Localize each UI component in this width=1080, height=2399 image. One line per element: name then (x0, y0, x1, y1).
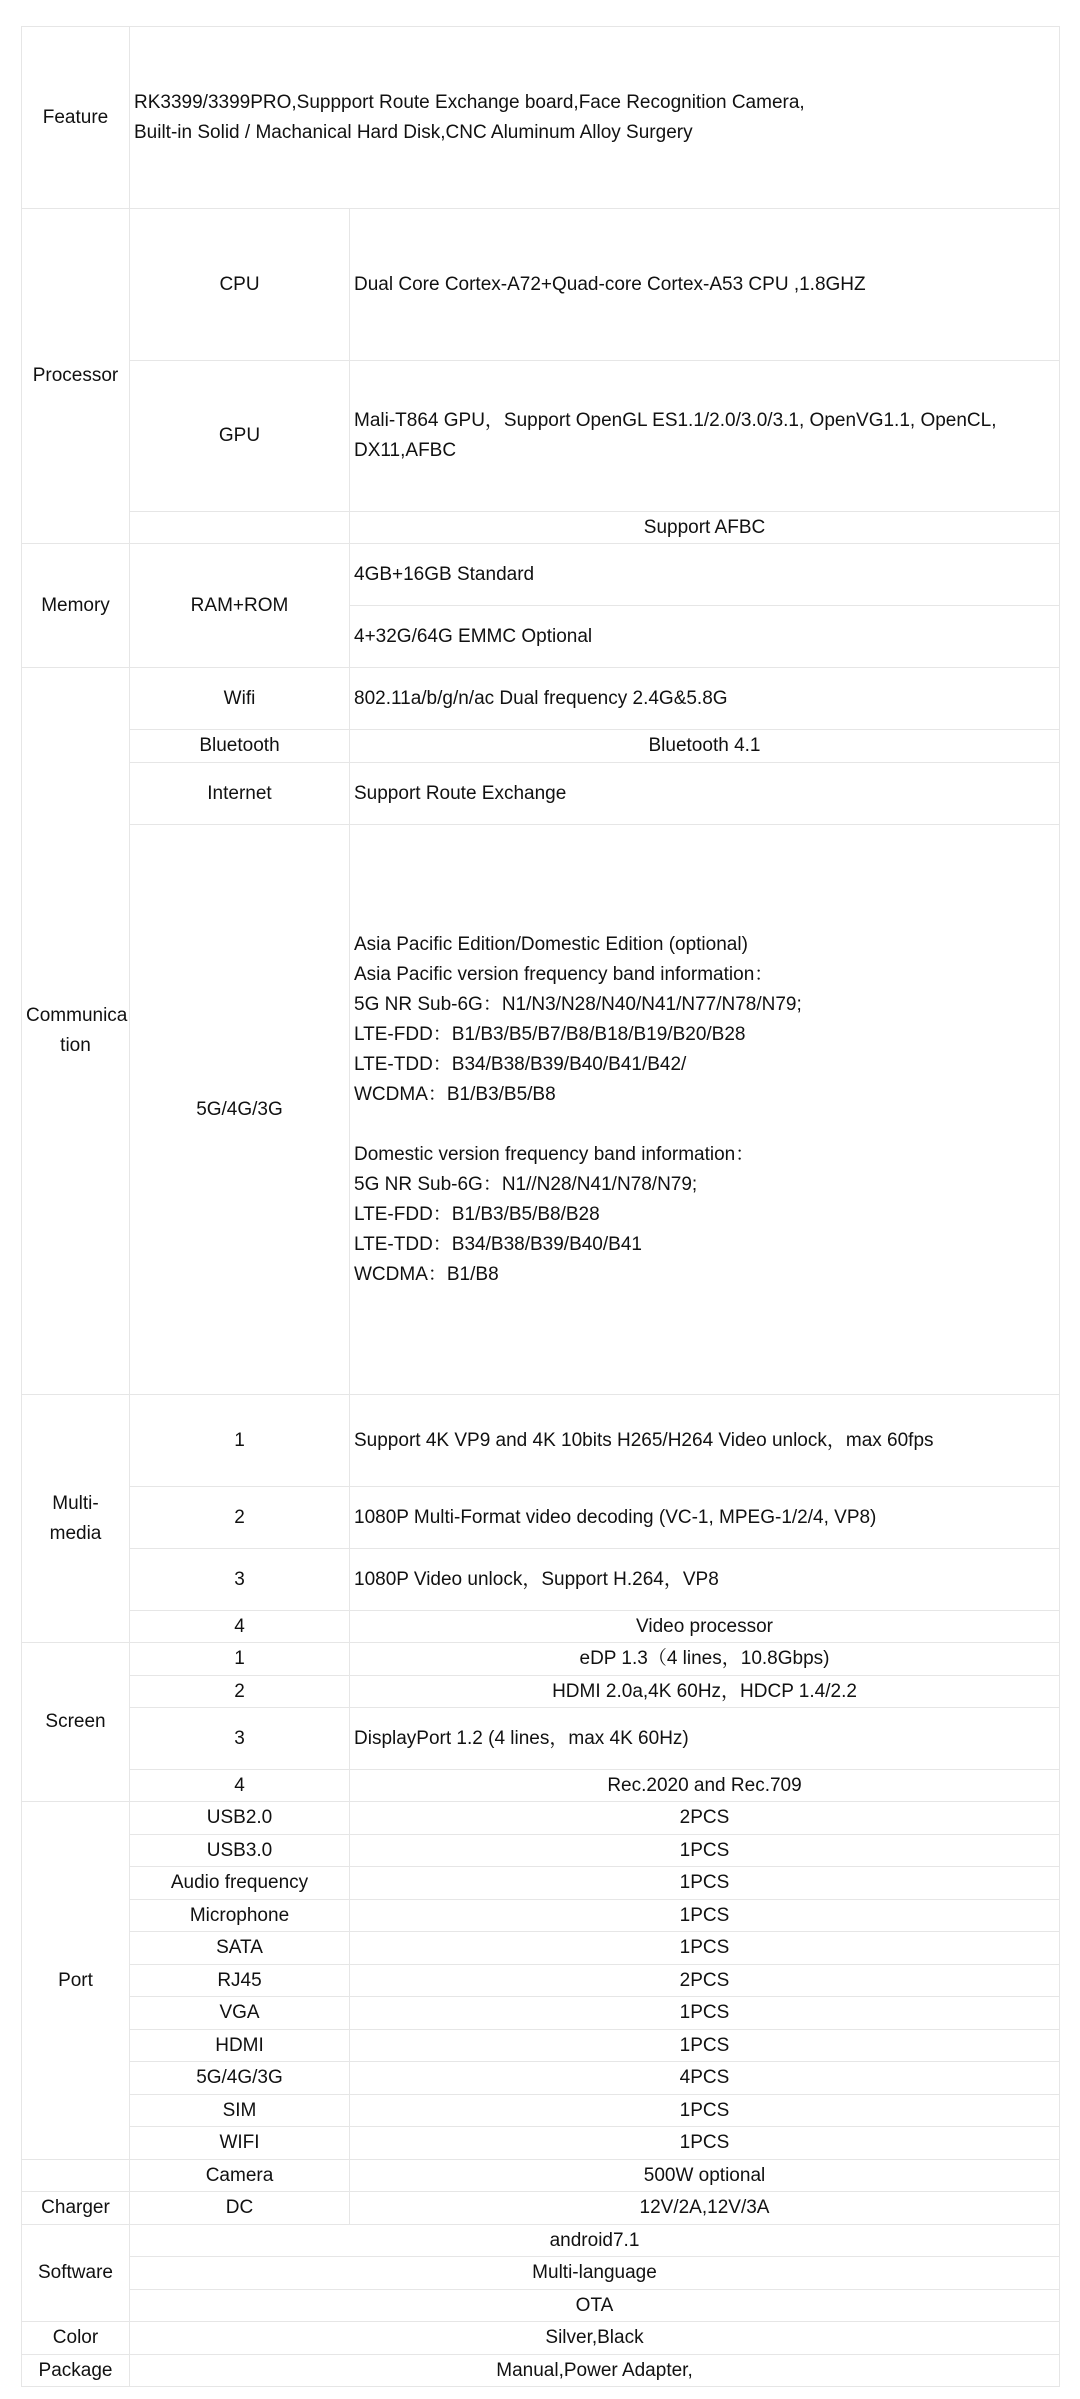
cell-text: RAM+ROM (190, 594, 289, 616)
table-row (22, 1676, 1060, 1708)
cell-line: Multi-language (532, 2262, 657, 2283)
value-cell (350, 1708, 1060, 1770)
value-cell (130, 2290, 1060, 2322)
cell-line: 5G NR Sub-6G：N1/N3/N28/N40/N41/N77/N78/N79; (354, 993, 802, 1015)
value-cell (350, 1643, 1060, 1676)
cell-text: Camera (205, 2164, 274, 2186)
cell-text: Charger (41, 2197, 110, 2218)
cell-text: Internet (207, 782, 272, 804)
cell-line: 1080P Multi-Format video decoding (VC-1, MPEG-1/2/4, VP8) (354, 1506, 877, 1528)
cell-line: 1PCS (679, 1904, 730, 1926)
value-cell (350, 763, 1060, 825)
value-cell (350, 1932, 1060, 1965)
cell-line: 4+32G/64G EMMC Optional (354, 625, 593, 647)
item-cell (130, 2160, 350, 2192)
item-cell (130, 1676, 350, 1708)
cell-text: Screen (45, 1711, 106, 1732)
value-cell (130, 2355, 1060, 2387)
item-cell (130, 1487, 350, 1549)
cell-line: Asia Pacific Edition/Domestic Edition (optional) (354, 933, 748, 955)
item-cell (130, 1900, 350, 1932)
item-cell (130, 512, 350, 544)
cell-text: 3 (234, 1568, 245, 1590)
cell-line: 1PCS (679, 2099, 730, 2121)
cell-line: Asia Pacific version frequency band information： (354, 963, 774, 985)
category-cell (22, 209, 130, 544)
cell-line: 5G NR Sub-6G：N1//N28/N41/N78/N79; (354, 1173, 698, 1195)
item-cell (130, 1867, 350, 1900)
cell-text: Feature (42, 106, 109, 128)
cell-line: tion (60, 1035, 91, 1056)
category-cell (22, 2225, 130, 2322)
cell-line: Video processor (636, 1615, 773, 1637)
cell-line: 1PCS (679, 1839, 730, 1861)
table-row (22, 544, 1060, 606)
cell-text: 3 (234, 1727, 245, 1749)
table-row (22, 1770, 1060, 1802)
cell-line: DX11,AFBC (354, 440, 457, 461)
table-row (22, 2192, 1060, 2225)
value-cell (350, 544, 1060, 606)
cell-line: 2PCS (679, 1807, 730, 1828)
value-cell (350, 668, 1060, 730)
value-cell (130, 2225, 1060, 2257)
cell-text: DC (225, 2197, 254, 2218)
table-row (22, 1835, 1060, 1867)
category-cell (22, 2192, 130, 2225)
table-row (22, 763, 1060, 825)
cell-line: android7.1 (549, 2229, 640, 2251)
cell-line: HDMI 2.0a,4K 60Hz，HDCP 1.4/2.2 (552, 1680, 857, 1702)
value-cell (350, 1835, 1060, 1867)
cell-line: Bluetooth 4.1 (648, 735, 761, 756)
item-cell (130, 1708, 350, 1770)
table-row (22, 1802, 1060, 1835)
value-cell (350, 2160, 1060, 2192)
value-cell (350, 1487, 1060, 1549)
cell-line: Mali-T864 GPU，Support OpenGL ES1.1/2.0/3.0/3.1, OpenVG1.1, OpenCL, (354, 410, 997, 431)
cell-line: 1080P Video unlock，Support H.264，VP8 (354, 1568, 719, 1590)
cell-line: 1PCS (679, 1937, 730, 1958)
item-cell (130, 2192, 350, 2225)
cell-line: 802.11a/b/g/n/ac Dual frequency 2.4G&5.8G (354, 687, 728, 709)
cell-line: LTE-TDD：B34/B38/B39/B40/B41 (354, 1233, 642, 1255)
cell-text: WIFI (219, 2132, 260, 2153)
item-cell (130, 2095, 350, 2127)
cell-line: Communica (26, 1005, 128, 1026)
table-row (22, 1549, 1060, 1611)
item-cell (130, 1965, 350, 1997)
cell-line (354, 1110, 1055, 1140)
cell-line: Domestic version frequency band information： (354, 1143, 755, 1165)
category-cell (22, 544, 130, 668)
value-cell (350, 2062, 1060, 2095)
cell-line: WCDMA：B1/B3/B5/B8 (354, 1083, 556, 1105)
cell-text: Memory (41, 594, 110, 616)
cell-line: 1PCS (679, 2002, 730, 2023)
cell-text: Software (38, 2262, 113, 2283)
cell-line: LTE-FDD：B1/B3/B5/B7/B8/B18/B19/B20/B28 (354, 1023, 746, 1045)
value-cell (350, 1965, 1060, 1997)
table-row (22, 1487, 1060, 1549)
table-row (22, 825, 1060, 1395)
table-row (22, 1932, 1060, 1965)
cell-line: 500W optional (643, 2164, 766, 2186)
cell-text: 1 (234, 1429, 245, 1451)
table-row (22, 2355, 1060, 2387)
value-cell (350, 1867, 1060, 1900)
table-row (22, 1965, 1060, 1997)
item-cell (130, 1611, 350, 1643)
table-row (22, 361, 1060, 512)
value-cell (350, 209, 1060, 361)
table-row (22, 1997, 1060, 2030)
item-cell (130, 1643, 350, 1676)
value-cell (350, 2192, 1060, 2225)
item-cell (130, 544, 350, 668)
cell-line: 4GB+16GB Standard (354, 563, 535, 585)
cell-line: Support 4K VP9 and 4K 10bits H265/H264 Video unlock，max 60fps (354, 1429, 934, 1451)
value-cell (350, 1549, 1060, 1611)
spec-table (21, 26, 1060, 2387)
value-cell (350, 606, 1060, 668)
value-cell (350, 1611, 1060, 1643)
category-cell (22, 1802, 130, 2160)
value-cell (350, 2095, 1060, 2127)
item-cell (130, 730, 350, 763)
cell-text: SATA (216, 1937, 263, 1958)
spec-table-body (22, 27, 1060, 2387)
category-cell (22, 2322, 130, 2355)
value-cell (350, 361, 1060, 512)
value-cell (350, 2127, 1060, 2160)
cell-text: USB2.0 (206, 1807, 273, 1828)
cell-text: USB3.0 (206, 1839, 273, 1861)
item-cell (130, 1932, 350, 1965)
table-row (22, 2160, 1060, 2192)
table-row (22, 668, 1060, 730)
cell-text: 1 (234, 1648, 245, 1669)
cell-line: Support Route Exchange (354, 782, 567, 804)
cell-text: Package (38, 2359, 113, 2381)
table-row (22, 2322, 1060, 2355)
cell-line: 12V/2A,12V/3A (639, 2197, 770, 2218)
value-cell (130, 27, 1060, 209)
item-cell (130, 361, 350, 512)
table-row (22, 2095, 1060, 2127)
category-cell (22, 668, 130, 1395)
cell-text: 4 (234, 1615, 245, 1637)
cell-line: RK3399/3399PRO,Suppport Route Exchange board,Face Recognition Camera, (134, 91, 805, 113)
cell-text: Audio frequency (170, 1872, 309, 1893)
value-cell (350, 730, 1060, 763)
item-cell (130, 1802, 350, 1835)
value-cell (350, 512, 1060, 544)
cell-text: SIM (222, 2099, 257, 2121)
item-cell (130, 1835, 350, 1867)
table-row (22, 1395, 1060, 1487)
cell-text: Color (52, 2327, 99, 2348)
item-cell (130, 1395, 350, 1487)
table-row (22, 2290, 1060, 2322)
cell-line: Multi- (52, 1492, 99, 1514)
item-cell (130, 1997, 350, 2030)
category-cell (22, 1643, 130, 1802)
item-cell (130, 2127, 350, 2160)
table-row (22, 2062, 1060, 2095)
cell-text: CPU (219, 273, 260, 295)
cell-line: media (49, 1522, 102, 1544)
table-row (22, 2257, 1060, 2290)
cell-text: Port (58, 1969, 93, 1991)
item-cell (130, 2062, 350, 2095)
cell-line: LTE-FDD：B1/B3/B5/B8/B28 (354, 1203, 600, 1225)
table-row (22, 1900, 1060, 1932)
cell-text: 2 (234, 1680, 245, 1702)
cell-text: 5G/4G/3G (196, 1098, 283, 1120)
cell-text: GPU (218, 425, 261, 446)
value-cell (350, 1997, 1060, 2030)
value-cell (350, 2030, 1060, 2062)
cell-line: Dual Core Cortex-A72+Quad-core Cortex-A53 CPU ,1.8GHZ (354, 273, 866, 295)
cell-line: DisplayPort 1.2 (4 lines，max 4K 60Hz) (354, 1727, 689, 1749)
table-row (22, 1867, 1060, 1900)
item-cell (22, 2160, 130, 2192)
value-cell (350, 1802, 1060, 1835)
item-cell (130, 2030, 350, 2062)
table-row (22, 209, 1060, 361)
table-row (22, 512, 1060, 544)
value-cell (350, 1770, 1060, 1802)
cell-line: Support AFBC (643, 516, 766, 538)
value-cell (350, 1676, 1060, 1708)
table-row (22, 1708, 1060, 1770)
cell-line: Rec.2020 and Rec.709 (607, 1774, 802, 1796)
cell-text: 5G/4G/3G (196, 2067, 283, 2088)
table-row (22, 2127, 1060, 2160)
cell-line: 1PCS (679, 1872, 730, 1893)
value-cell (350, 1395, 1060, 1487)
item-cell (130, 668, 350, 730)
cell-line: LTE-TDD：B34/B38/B39/B40/B41/B42/ (354, 1053, 687, 1075)
item-cell (130, 1770, 350, 1802)
cell-line: Manual,Power Adapter, (496, 2359, 693, 2381)
cell-line: 2PCS (679, 1969, 730, 1991)
category-cell (22, 27, 130, 209)
cell-text: 2 (234, 1506, 245, 1528)
value-cell (130, 2322, 1060, 2355)
category-cell (22, 1395, 130, 1643)
item-cell (130, 209, 350, 361)
item-cell (130, 1549, 350, 1611)
cell-line: Built-in Solid / Machanical Hard Disk,CNC Aluminum Alloy Surgery (134, 121, 693, 143)
cell-text: VGA (219, 2002, 260, 2023)
cell-line: eDP 1.3（4 lines，10.8Gbps) (579, 1648, 830, 1669)
cell-line: WCDMA：B1/B8 (354, 1263, 499, 1285)
table-row (22, 2225, 1060, 2257)
value-cell (130, 2257, 1060, 2290)
cell-text: Microphone (189, 1904, 290, 1926)
cell-line: 1PCS (679, 2132, 730, 2153)
table-row (22, 1611, 1060, 1643)
cell-text: Wifi (223, 687, 256, 709)
value-cell (350, 825, 1060, 1395)
value-cell (350, 1900, 1060, 1932)
cell-line: OTA (575, 2294, 614, 2316)
table-row (22, 1643, 1060, 1676)
table-row (22, 730, 1060, 763)
table-row (22, 27, 1060, 209)
category-cell (22, 2355, 130, 2387)
cell-line: 1PCS (679, 2034, 730, 2056)
item-cell (130, 763, 350, 825)
cell-text: Processor (32, 365, 119, 386)
item-cell (130, 825, 350, 1395)
cell-line: Silver,Black (545, 2327, 644, 2348)
table-row (22, 2030, 1060, 2062)
cell-line: 4PCS (679, 2067, 730, 2088)
cell-text: RJ45 (217, 1969, 262, 1991)
cell-text: Bluetooth (199, 735, 280, 756)
cell-text: 4 (234, 1774, 245, 1796)
cell-text: HDMI (215, 2034, 264, 2056)
